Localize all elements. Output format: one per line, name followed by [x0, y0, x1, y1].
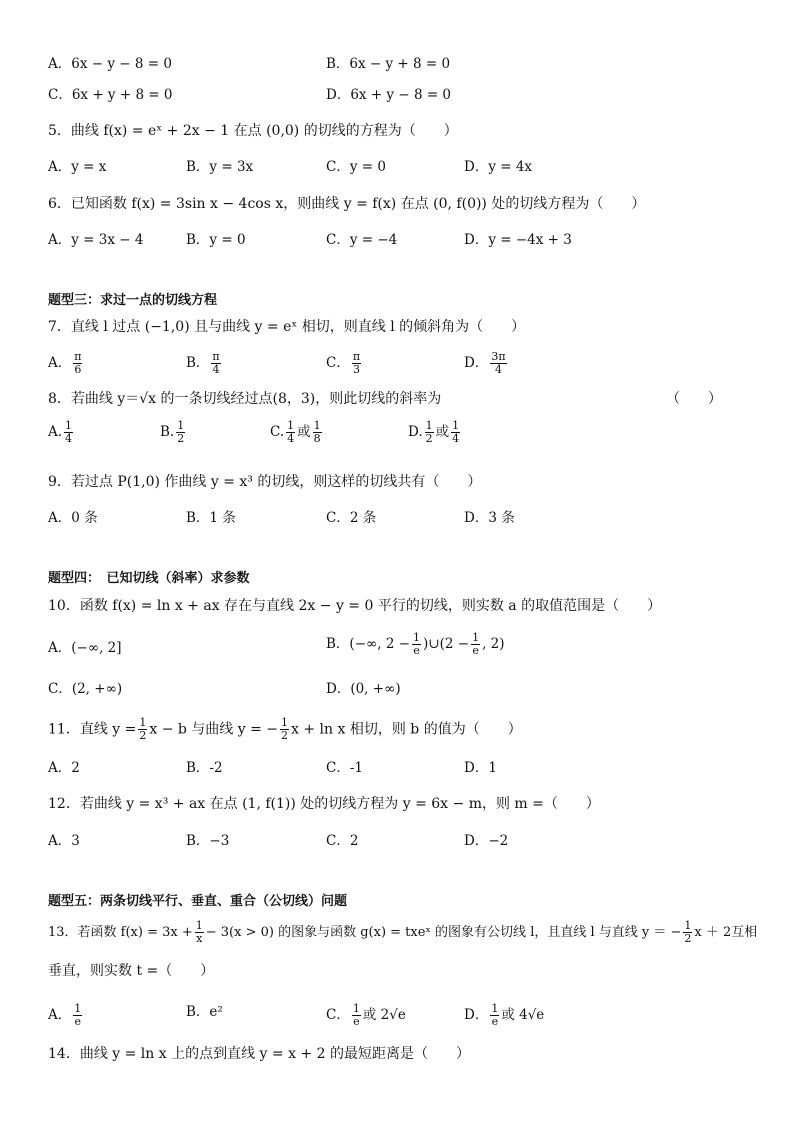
- q7-option-a-fraction: [73, 351, 82, 376]
- q13-stem-part-3: x ＋ 2互相: [694, 925, 758, 940]
- q7-option-d-fraction: [490, 351, 506, 376]
- q12-option-b: B．−3: [186, 833, 230, 849]
- fraction-denominator: 2: [139, 729, 147, 742]
- q14-stem: 14．曲线 y = ln x 上的点到直线 y = x + 2 的最短距离是（ ）: [48, 1046, 470, 1062]
- q10-option-b-part-1: (−∞, 2 −: [349, 636, 411, 652]
- q9-option-c: C．2 条: [326, 510, 377, 526]
- fraction-numerator: 1: [684, 919, 692, 932]
- q10-stem: 10．函数 f(x) = ln x + ax 存在与直线 2x − y = 0 平行的切线，则实数 a 的取值范围是（ ）: [48, 598, 662, 614]
- q8-option-a: [48, 420, 75, 445]
- q7-option-a-label: A．: [48, 355, 72, 371]
- fraction-denominator: 4: [212, 363, 220, 376]
- fraction-numerator: π: [352, 350, 361, 363]
- q4-option-b: B．6x − y + 8 = 0: [326, 56, 451, 72]
- fraction-numerator: 1: [287, 419, 295, 432]
- q9-stem: 9．若过点 P(1,0) 作曲线 y = x³ 的切线，则这样的切线共有（ ）: [48, 474, 482, 490]
- q8-answer-paren: （ ）: [666, 391, 722, 407]
- q7-option-d-label: D．: [464, 355, 489, 371]
- q8-option-a-label: A.: [48, 424, 63, 440]
- q8-option-d-label: D.: [408, 424, 423, 440]
- q13-fraction-1: [195, 920, 204, 945]
- q8-option-c-fraction-1: [286, 420, 295, 445]
- fraction-denominator: e: [472, 644, 479, 657]
- q11-option-b: B．-2: [186, 760, 223, 776]
- q13-stem-part-1: 13．若函数 f(x) = 3x +: [48, 925, 193, 940]
- q13-option-c: [326, 1003, 406, 1028]
- fraction-numerator: π: [74, 350, 82, 363]
- q13-option-a-fraction: [73, 1003, 82, 1028]
- fraction-numerator: 1: [352, 1002, 360, 1015]
- q12-stem: 12．若曲线 y = x³ + ax 在点 (1, f(1)) 处的切线方程为 y = 6x − m，则 m =（ ）: [48, 796, 600, 812]
- q10-option-b-part-2: )∪(2 −: [423, 636, 470, 652]
- q6-option-d: D．y = −4x + 3: [464, 232, 572, 248]
- q7-stem: 7．直线 l 过点 (−1,0) 且与曲线 y = eˣ 相切，则直线 l 的倾斜角为（ ）: [48, 319, 526, 335]
- q11-fraction-1: [138, 717, 147, 742]
- fraction-numerator: π: [212, 350, 220, 363]
- q9-option-b: B．1 条: [186, 510, 236, 526]
- q8-option-d: [408, 420, 462, 445]
- q5-stem: 5．曲线 f(x) = eˣ + 2x − 1 在点 (0,0) 的切线的方程为（ ）: [48, 123, 458, 139]
- q13-fraction-2: [683, 920, 692, 945]
- q13-stem: [48, 920, 757, 945]
- q7-option-c-label: C．: [326, 355, 350, 371]
- q13-stem-line-2: 垂直，则实数 t =（ ）: [48, 963, 215, 979]
- fraction-denominator: 3: [352, 363, 360, 376]
- q12-option-c: C．2: [326, 833, 359, 849]
- q10-option-b-fraction-2: [471, 632, 480, 657]
- q13-option-c-tail: 或 2√e: [362, 1007, 406, 1023]
- fraction-denominator: 2: [684, 932, 692, 945]
- q7-option-c-fraction: [352, 351, 361, 376]
- fraction-numerator: 1: [313, 419, 321, 432]
- fraction-denominator: 2: [425, 432, 433, 445]
- q8-option-d-fraction-1: [425, 420, 434, 445]
- q8-option-c-label: C.: [270, 424, 285, 440]
- fraction-numerator: 1: [74, 1002, 82, 1015]
- section-3-heading: 题型三：求过一点的切线方程: [48, 293, 218, 308]
- q11-stem: [48, 717, 522, 742]
- fraction-denominator: 2: [281, 729, 289, 742]
- q8-option-d-fraction-2: [451, 420, 460, 445]
- q10-option-b-part-3: , 2): [482, 636, 505, 652]
- q13-option-a-label: A．: [48, 1007, 72, 1023]
- q13-option-d-label: D．: [464, 1007, 489, 1023]
- q9-option-a: A．0 条: [48, 510, 98, 526]
- q6-option-c: C．y = −4: [326, 232, 398, 248]
- q11-option-c: C．-1: [326, 760, 363, 776]
- q8-option-c: [270, 420, 324, 445]
- q11-stem-part-2: x − b 与曲线 y = −: [149, 721, 279, 738]
- q13-option-a: [48, 1003, 84, 1028]
- fraction-denominator: e: [353, 1015, 360, 1028]
- q13-option-b: B．e²: [186, 1004, 223, 1020]
- fraction-denominator: 2: [177, 432, 185, 445]
- fraction-numerator: 1: [413, 631, 421, 644]
- q13-option-d: [464, 1003, 544, 1028]
- fraction-numerator: 1: [139, 716, 147, 729]
- q12-option-d: D．−2: [464, 833, 509, 849]
- fraction-denominator: 4: [494, 363, 502, 376]
- fraction-numerator: 1: [452, 419, 460, 432]
- fraction-denominator: 6: [74, 363, 82, 376]
- q6-option-b: B．y = 0: [186, 232, 246, 248]
- section-4-heading: 题型四： 已知切线（斜率）求参数: [48, 571, 250, 586]
- q13-option-d-fraction: [490, 1003, 499, 1028]
- q13-option-d-tail: 或 4√e: [501, 1007, 545, 1023]
- q8-stem: 8．若曲线 y＝√x 的一条切线经过点(8，3)，则此切线的斜率为: [48, 391, 442, 407]
- q13-option-c-label: C．: [326, 1007, 350, 1023]
- q10-option-b: [326, 632, 505, 657]
- q13-stem-part-2: − 3(x > 0) 的图象与函数 g(x) = txeˣ 的图象有公切线 l，且直线 l 与直线 y ＝ −: [205, 925, 682, 940]
- q4-option-d: D．6x + y − 8 = 0: [326, 87, 452, 103]
- fraction-numerator: 1: [195, 919, 203, 932]
- q11-fraction-2: [280, 717, 289, 742]
- q11-stem-part-3: x + ln x 相切，则 b 的值为（ ）: [291, 721, 522, 738]
- fraction-denominator: 4: [452, 432, 460, 445]
- fraction-numerator: 1: [425, 419, 433, 432]
- q5-option-d: D．y = 4x: [464, 159, 533, 175]
- or-text: 或: [435, 424, 450, 440]
- q13-option-c-fraction: [352, 1003, 361, 1028]
- q12-option-a: A．3: [48, 833, 80, 849]
- fraction-denominator: e: [413, 644, 420, 657]
- q6-stem: 6．已知函数 f(x) = 3sin x − 4cos x，则曲线 y = f(x) 在点 (0, f(0)) 处的切线方程为（ ）: [48, 196, 646, 212]
- q10-option-b-fraction-1: [412, 632, 421, 657]
- q5-option-a: A．y = x: [48, 159, 107, 175]
- q7-option-b-fraction: [211, 351, 220, 376]
- q7-option-c: [326, 351, 363, 376]
- fraction-numerator: 3π: [491, 350, 506, 363]
- fraction-numerator: 1: [491, 1002, 499, 1015]
- q8-option-c-fraction-2: [313, 420, 322, 445]
- q6-option-a: A．y = 3x − 4: [48, 232, 144, 248]
- q11-stem-part-1: 11．直线 y =: [48, 721, 137, 738]
- q4-option-c: C．6x + y + 8 = 0: [48, 87, 173, 103]
- q8-option-b-fraction: [176, 420, 185, 445]
- or-text: 或: [297, 424, 311, 440]
- q8-option-b-label: B.: [160, 424, 175, 440]
- q7-option-a: [48, 351, 84, 376]
- fraction-denominator: e: [74, 1015, 81, 1028]
- fraction-denominator: 4: [287, 432, 295, 445]
- q7-option-b: [186, 351, 223, 376]
- q11-option-d: D．1: [464, 760, 497, 776]
- q9-option-d: D．3 条: [464, 510, 515, 526]
- fraction-denominator: 8: [313, 432, 321, 445]
- q10-option-c: C．(2, +∞): [48, 681, 123, 697]
- fraction-denominator: x: [196, 932, 203, 945]
- q11-option-a: A．2: [48, 760, 80, 776]
- q8-option-a-fraction: [64, 420, 73, 445]
- fraction-numerator: 1: [177, 419, 185, 432]
- fraction-denominator: e: [491, 1015, 499, 1028]
- q5-option-b: B．y = 3x: [186, 159, 254, 175]
- q10-option-b-label: B．: [326, 636, 350, 652]
- q10-option-d: D．(0, +∞): [326, 681, 401, 697]
- q4-option-a: A．6x − y − 8 = 0: [48, 56, 172, 72]
- q7-option-b-label: B．: [186, 355, 210, 371]
- fraction-numerator: 1: [281, 716, 289, 729]
- q7-option-d: [464, 351, 509, 376]
- fraction-numerator: 1: [65, 419, 73, 432]
- q5-option-c: C．y = 0: [326, 159, 386, 175]
- q8-option-b: [160, 420, 187, 445]
- section-5-heading: 题型五：两条切线平行、垂直、重合（公切线）问题: [48, 894, 348, 909]
- q10-option-a: A．(−∞, 2]: [48, 640, 122, 656]
- fraction-denominator: 4: [65, 432, 73, 445]
- fraction-numerator: 1: [472, 631, 480, 644]
